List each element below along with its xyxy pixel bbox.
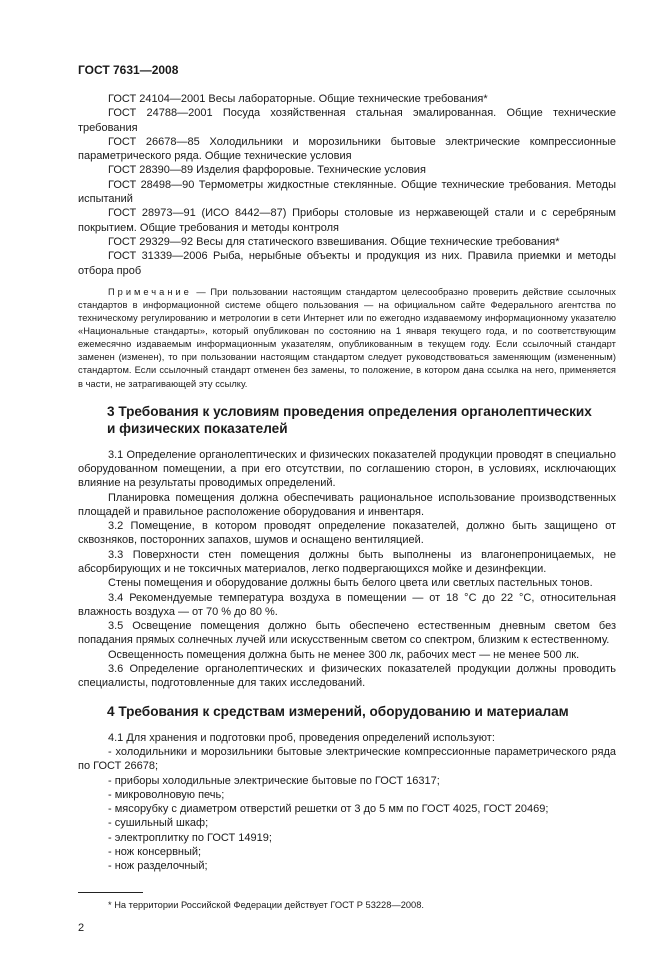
- footnote: * На территории Российской Федерации действует ГОСТ Р 53228—2008.: [108, 899, 424, 910]
- paragraph: 3.6 Определение органолептических и физических показателей продукции должны проводить специалисты, подготовленные для таких исследований.: [78, 663, 616, 690]
- reference-item: ГОСТ 24104—2001 Весы лабораторные. Общие технические требования*: [108, 93, 488, 105]
- paragraph: 3.1 Определение органолептических и физических показателей продукции проводят в специально оборудованном помещении, а при его отсутствии, по соглашению сторон, в условиях, исключающих влияние на результаты проводимых определений.: [78, 448, 616, 490]
- document-header: ГОСТ 7631—2008: [78, 63, 179, 77]
- list-item: - мясорубку с диаметром отверстий решетки от 3 до 5 мм по ГОСТ 4025, ГОСТ 20469;: [108, 803, 549, 816]
- list-item: - микроволновую печь;: [108, 788, 225, 801]
- reference-item: ГОСТ 28973—91 (ИСО 8442—87) Приборы столовые из нержавеющей стали и с серебряным покрытием. Общие требования и методы контроля: [78, 207, 616, 234]
- note-text: — При пользовании настоящим стандартом целесообразно проверить действие ссылочных стандартов в информационной системе общего пользования — на официальном сайте Федерального агентства по техническому регулированию и метрологии в сети Интернет или по ежегодно издаваемому информационному указателю «Национальные стандарты», который опубликован по состоянию на 1 января текущего года, и по соответствующим ежемесячно издаваемым информационным указателям, опубликованным в текущем году. Если ссылочный стандарт заменен (изменен), то при пользовании настоящим стандартом следует руководствоваться заменяющим (измененным) стандартом. Если ссылочный стандарт отменен без замены, то положение, в котором дана ссылка на него, применяется в части, не затрагивающей эту ссылку.: [78, 286, 616, 389]
- list-item: - нож консервный;: [108, 846, 202, 859]
- paragraph: 3.4 Рекомендуемые температура воздуха в помещении — от 18 °С до 22 °С, относительная влажность воздуха — от 70 % до 80 %.: [78, 591, 616, 618]
- note-block: [78, 286, 616, 391]
- paragraph: 3.5 Освещение помещения должно быть обеспечено естественным дневным светом без попадания прямых солнечных лучей или искусственным светом со спектром, близким к естественному.: [78, 620, 616, 647]
- reference-item: ГОСТ 31339—2006 Рыба, нерыбные объекты и продукция из них. Правила приемки и методы отбора проб: [78, 250, 616, 277]
- paragraph: 3.2 Помещение, в котором проводят определение показателей, должно быть защищено от сквозняков, посторонних запахов, шумов и оснащено вентиляцией.: [78, 520, 616, 547]
- section-4-body: [78, 731, 616, 874]
- reference-item: ГОСТ 28498—90 Термометры жидкостные стеклянные. Общие технические требования. Методы испытаний: [78, 178, 616, 206]
- list-item: - приборы холодильные электрические бытовые по ГОСТ 16317;: [108, 774, 440, 787]
- section-3-body: [78, 448, 616, 691]
- paragraph: Освещенность помещения должна быть не менее 300 лк, рабочих мест — не менее 500 лк.: [108, 648, 580, 661]
- list-item: - сушильный шкаф;: [108, 817, 209, 830]
- section-3-heading: [78, 403, 616, 437]
- paragraph: Планировка помещения должна обеспечивать рациональное использование производственных площадей и правильное расположение оборудования и инвентаря.: [78, 491, 616, 518]
- section-3-heading-line1: 3 Требования к условиям проведения определения органолептических: [107, 403, 592, 419]
- list-item: - нож разделочный;: [108, 860, 208, 873]
- list-item: - холодильники и морозильники бытовые электрические компрессионные параметрического ряда по ГОСТ 26678;: [78, 745, 616, 773]
- section-4-heading: 4 Требования к средствам измерений, оборудованию и материалам: [107, 703, 569, 719]
- paragraph: 3.3 Поверхности стен помещения должны быть выполнены из влагонепроницаемых, не абсорбирующих и не токсичных материалов, легко подвергающихся мойке и дезинфекции.: [78, 548, 616, 575]
- page-number: 2: [78, 921, 85, 934]
- paragraph: 4.1 Для хранения и подготовки проб, проведения определений используют:: [108, 731, 495, 744]
- reference-item: ГОСТ 24788—2001 Посуда хозяйственная стальная эмалированная. Общие технические требования: [78, 107, 616, 134]
- reference-item: ГОСТ 29329—92 Весы для статического взвешивания. Общие технические требования*: [108, 235, 560, 248]
- reference-item: ГОСТ 28390—89 Изделия фарфоровые. Технические условия: [108, 164, 426, 177]
- normative-references: [78, 92, 616, 278]
- section-3-heading-line2: и физических показателей: [107, 420, 288, 436]
- section-4-heading-wrap: [78, 703, 616, 720]
- footnote-divider: [78, 892, 143, 893]
- note-label: Примечание: [108, 286, 192, 297]
- list-item: - электроплитку по ГОСТ 14919;: [108, 831, 272, 844]
- paragraph: Стены помещения и оборудование должны быть белого цвета или светлых пастельных тонов.: [108, 577, 593, 590]
- reference-item: ГОСТ 26678—85 Холодильники и морозильники бытовые электрические компрессионные параметрического ряда. Общие технические условия: [78, 135, 616, 163]
